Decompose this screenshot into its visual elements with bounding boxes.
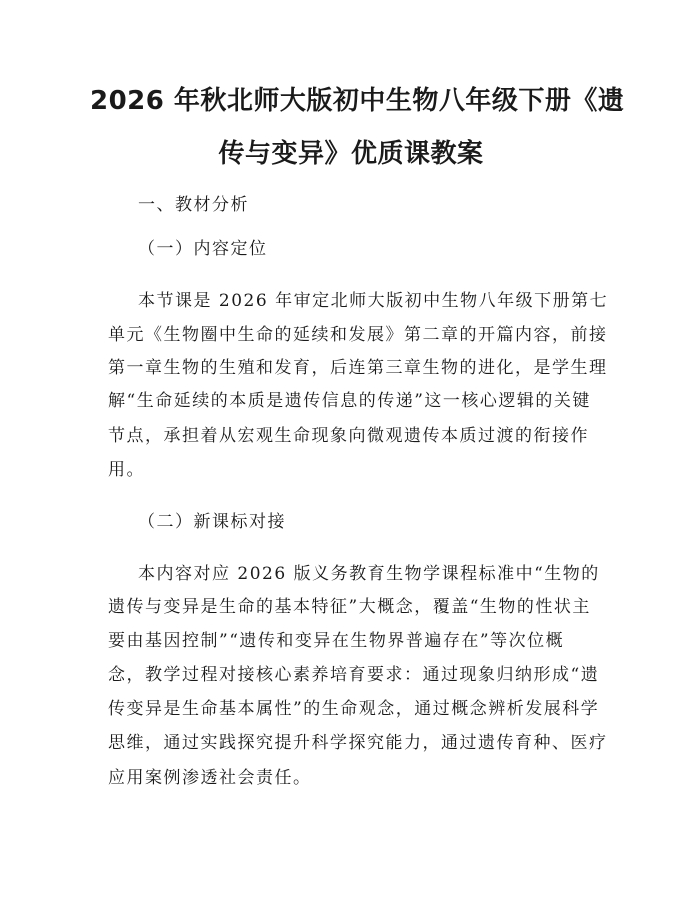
- paragraph-2-line-3: 要由基因控制”“遗传和变异在生物界普遍存在”等次位概: [108, 631, 565, 651]
- paragraph-1-line-1: 本节课是 2026 年审定北师大版初中生物八年级下册第七: [138, 291, 609, 311]
- subsection-heading-content-positioning: （一）内容定位: [138, 239, 268, 259]
- paragraph-1-line-2: 单元《生物圈中生命的延续和发展》第二章的开篇内容，前接: [108, 325, 608, 345]
- paragraph-2-line-6: 思维，通过实践探究提升科学探究能力，通过遗传育种、医疗: [108, 733, 608, 753]
- paragraph-2-line-7: 应用案例渗透社会责任。: [108, 768, 312, 788]
- document-title-line-2: 传与变异》优质课教案: [218, 139, 484, 169]
- paragraph-1-line-4: 解“生命延续的本质是遗传信息的传递”这一核心逻辑的关键: [108, 391, 591, 411]
- paragraph-1-line-3: 第一章生物的生殖和发育，后连第三章生物的进化，是学生理: [108, 358, 608, 378]
- section-heading-teaching-material-analysis: 一、教材分析: [138, 195, 249, 215]
- paragraph-2-line-1: 本内容对应 2026 版义务教育生物学课程标准中“生物的: [138, 564, 600, 584]
- paragraph-2-line-5: 传变异是生命基本属性”的生命观念，通过概念辨析发展科学: [108, 699, 600, 719]
- paragraph-2-line-2: 遗传与变异是生命的基本特征”大概念，覆盖“生物的性状主: [108, 597, 591, 617]
- subsection-heading-new-curriculum-alignment: （二）新课标对接: [138, 512, 286, 532]
- document-title-line-1: 2026 年秋北师大版初中生物八年级下册《遗: [90, 86, 625, 116]
- paragraph-1-line-6: 用。: [108, 460, 145, 480]
- paragraph-2-line-4: 念，教学过程对接核心素养培育要求：通过现象归纳形成“遗: [108, 665, 600, 685]
- paragraph-1-line-5: 节点，承担着从宏观生命现象向微观遗传本质过渡的衔接作: [108, 426, 589, 446]
